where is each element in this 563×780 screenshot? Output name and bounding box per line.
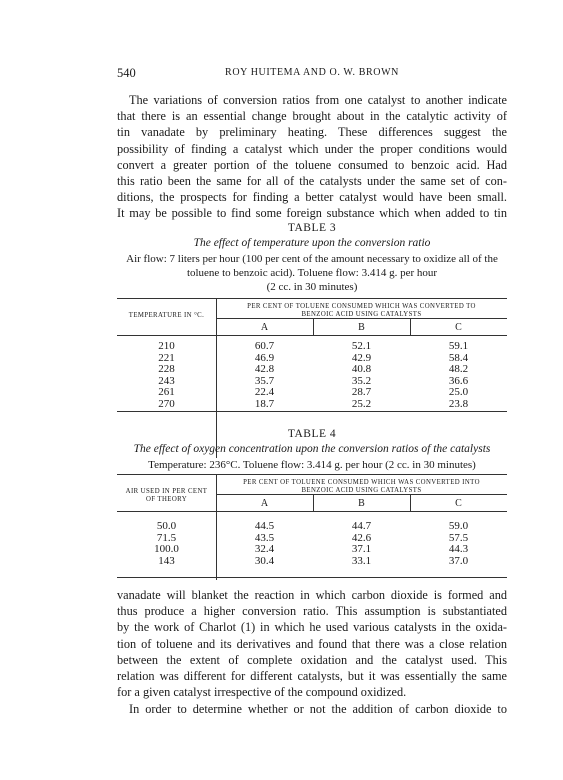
table-3-row-labels bbox=[117, 341, 216, 410]
table-4-col-divider bbox=[313, 494, 314, 511]
table-4-col-a: A bbox=[260, 498, 269, 509]
text-line: that there is an essential change brought about in the catalytic activity of bbox=[117, 109, 507, 124]
cell: 60.7 bbox=[254, 340, 275, 352]
cell: 100.0 bbox=[154, 543, 179, 555]
cell: 30.4 bbox=[254, 554, 275, 567]
table-3-col-b: B bbox=[358, 322, 365, 333]
text-line: vanadate will blanket the reaction in which carbon dioxide is formed and bbox=[117, 588, 507, 602]
cell: 22.4 bbox=[254, 386, 275, 398]
table-4-col-a-values bbox=[216, 521, 313, 567]
table-3-caption: The effect of temperature upon the conversion ratio bbox=[193, 237, 431, 249]
paragraph-2 bbox=[117, 587, 507, 700]
cell: 71.5 bbox=[156, 531, 177, 544]
cell: 221 bbox=[158, 351, 175, 364]
cell: 228 bbox=[158, 363, 175, 375]
table-3-top-rule bbox=[117, 298, 507, 299]
header-line: PER CENT OF TOLUENE CONSUMED WHICH WAS CONVERTED TO bbox=[247, 303, 476, 310]
cell: 40.8 bbox=[351, 363, 372, 375]
cell: 23.8 bbox=[448, 397, 469, 410]
table-3-header-rule bbox=[117, 335, 507, 336]
table-3-col-c: C bbox=[455, 322, 462, 333]
cell: 28.7 bbox=[351, 386, 372, 398]
cell: 52.1 bbox=[351, 340, 372, 352]
table-3-col-a-values bbox=[216, 341, 313, 410]
table-3-col-c-values bbox=[410, 341, 507, 410]
cell: 44.3 bbox=[448, 543, 469, 555]
table-4-subheader-rule bbox=[216, 494, 507, 495]
table-4-row-labels bbox=[117, 521, 216, 567]
cell: 37.1 bbox=[351, 543, 372, 555]
page-number: 540 bbox=[117, 66, 136, 80]
cell: 143 bbox=[158, 554, 175, 567]
running-head: ROY HUITEMA AND O. W. BROWN bbox=[225, 67, 399, 78]
text-line: between the extent of complete oxidation and the catalyst used. This bbox=[117, 652, 507, 667]
cell: 25.0 bbox=[448, 386, 469, 398]
cell: 35.2 bbox=[351, 374, 372, 387]
text-line: possibility of finding a catalyst which under the proper conditions would bbox=[117, 141, 507, 156]
table-4-col-b-values bbox=[313, 521, 410, 567]
cell: 59.0 bbox=[448, 520, 469, 532]
text-line: tin vanadate by preliminary heating. These differences suggest the bbox=[117, 125, 507, 140]
cell: 46.9 bbox=[254, 351, 275, 364]
cell: 25.2 bbox=[351, 397, 372, 410]
note-line: Air flow: 7 liters per hour (100 per cent of the amount necessary to oxidize all of the bbox=[126, 253, 498, 265]
cell: 35.7 bbox=[254, 374, 275, 387]
cell: 42.9 bbox=[351, 351, 372, 364]
cell: 270 bbox=[158, 397, 175, 410]
paragraph-1 bbox=[117, 92, 507, 222]
cell: 42.8 bbox=[254, 363, 275, 375]
text-line: It may be possible to find some foreign substance which when added to tin bbox=[117, 206, 507, 221]
text-line: The variations of conversion ratios from one catalyst to another indicate bbox=[129, 93, 507, 107]
table-4-row-header bbox=[117, 488, 216, 504]
table-3-group-header bbox=[216, 303, 507, 319]
table-3-col-a: A bbox=[260, 322, 269, 333]
table-3-note bbox=[117, 252, 507, 294]
table-4-col-c: C bbox=[455, 498, 462, 509]
table-4-col-b: B bbox=[358, 498, 365, 509]
header-line: BENZOIC ACID USING CATALYSTS bbox=[301, 487, 422, 494]
note-line: (2 cc. in 30 minutes) bbox=[266, 281, 358, 293]
cell: 37.0 bbox=[448, 554, 469, 567]
table-3-bottom-rule bbox=[117, 411, 507, 412]
page-header bbox=[117, 66, 507, 80]
text-line: tion of toluene and its derivatives and found that there was a close relation bbox=[117, 636, 507, 651]
table-4-col-divider bbox=[410, 494, 411, 511]
cell: 48.2 bbox=[448, 363, 469, 375]
cell: 261 bbox=[158, 386, 175, 398]
text-line: convert a greater portion of the toluene consumed to benzoic acid. Had bbox=[117, 157, 507, 172]
cell: 50.0 bbox=[156, 520, 177, 532]
cell: 42.6 bbox=[351, 531, 372, 544]
table-4-header-rule bbox=[117, 511, 507, 512]
cell: 59.1 bbox=[448, 340, 469, 352]
header-line: BENZOIC ACID USING CATALYSTS bbox=[301, 311, 422, 318]
note-line: toluene to benzoic acid). Toluene flow: 3.414 g. per hour bbox=[186, 267, 438, 279]
table-4-title: TABLE 4 bbox=[287, 428, 337, 440]
table-3-title: TABLE 3 bbox=[287, 222, 337, 234]
header-line: AIR USED IN PER CENT bbox=[125, 488, 208, 495]
table-3-col-divider bbox=[410, 318, 411, 335]
cell: 36.6 bbox=[448, 374, 469, 387]
header-line: OF THEORY bbox=[145, 496, 188, 503]
table-4-col-c-values bbox=[410, 521, 507, 567]
table-3-row-header: TEMPERATURE IN °C. bbox=[128, 312, 205, 319]
table-4-caption: The effect of oxygen concentration upon the conversion ratios of the catalysts bbox=[133, 443, 491, 455]
text-line: this ratio been the same for all of the catalysts under the same set of con- bbox=[117, 174, 507, 189]
text-line: relation was different for different catalysts, but it was essentially the same bbox=[117, 669, 507, 684]
table-3-col-divider bbox=[313, 318, 314, 335]
cell: 58.4 bbox=[448, 351, 469, 364]
table-3-subheader-rule bbox=[216, 318, 507, 319]
cell: 57.5 bbox=[448, 531, 469, 544]
cell: 33.1 bbox=[351, 554, 372, 567]
table-4-bottom-rule bbox=[117, 577, 507, 578]
table-4-group-header bbox=[216, 479, 507, 495]
cell: 210 bbox=[158, 340, 175, 352]
text-line: thus produce a higher conversion ratio. This assumption is substantiated bbox=[117, 604, 507, 619]
cell: 44.7 bbox=[351, 520, 372, 532]
text-line: ditions, the prospects for finding a better catalyst would have been small. bbox=[117, 190, 507, 205]
table-3-col-b-values bbox=[313, 341, 410, 410]
header-line: PER CENT OF TOLUENE CONSUMED WHICH WAS CONVERTED INTO bbox=[243, 479, 480, 486]
cell: 243 bbox=[158, 374, 175, 387]
text-line: In order to determine whether or not the addition of carbon dioxide to bbox=[129, 702, 507, 716]
table-4-top-rule bbox=[117, 474, 507, 475]
cell: 32.4 bbox=[254, 543, 275, 555]
cell: 44.5 bbox=[254, 520, 275, 532]
text-line: for a given catalyst irrespective of the compound oxidized. bbox=[117, 685, 407, 700]
paragraph-3 bbox=[117, 701, 507, 717]
cell: 43.5 bbox=[254, 531, 275, 544]
text-line: by the work of Charlot (1) in which he used various catalysts in the oxida- bbox=[117, 620, 507, 635]
table-4-note: Temperature: 236°C. Toluene flow: 3.414 g. per hour (2 cc. in 30 minutes) bbox=[148, 459, 476, 471]
cell: 18.7 bbox=[254, 397, 275, 410]
